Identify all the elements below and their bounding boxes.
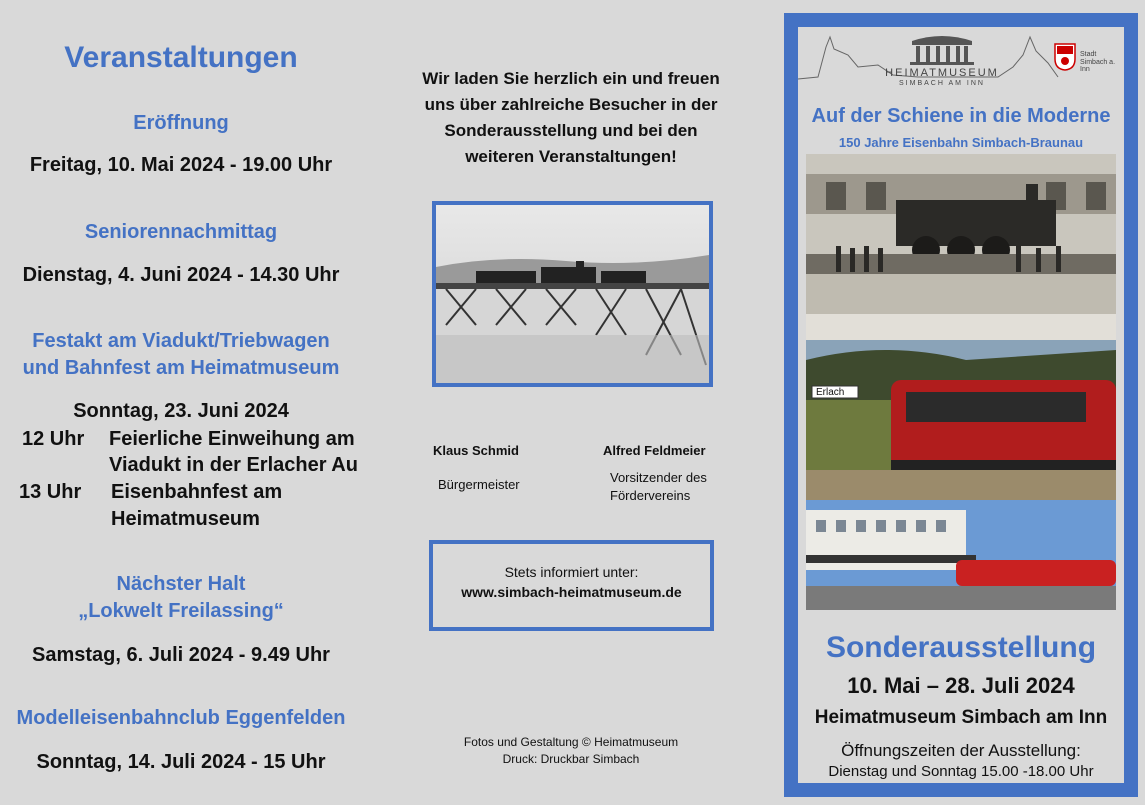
events-column — [0, 0, 365, 805]
event-date-lokwelt: Samstag, 6. Juli 2024 - 9.49 Uhr — [32, 644, 330, 666]
event-desc-13-line1: Eisenbahnfest am — [111, 481, 283, 503]
crest-text-1: Stadt — [1080, 51, 1097, 58]
event-title-lokwelt-1: Nächster Halt — [116, 573, 246, 595]
credits — [430, 734, 712, 768]
viaduct-photo-frame — [432, 201, 713, 387]
invitation-line-3: Sonderausstellung und bei den — [444, 121, 698, 140]
invitation-line-4: weiteren Veranstaltungen! — [465, 147, 677, 166]
event-date-viaduct: Sonntag, 23. Juni 2024 — [73, 400, 289, 422]
signature-role-1: Bürgermeister — [438, 477, 520, 492]
steam-locomotive-photo — [806, 154, 1116, 340]
event-title-seniors: Seniorennachmittag — [84, 221, 278, 243]
museum-building-icon — [902, 31, 982, 67]
event-date-modelclub: Sonntag, 14. Juli 2024 - 15 Uhr — [36, 751, 326, 773]
event-desc-12-line2: Viadukt in der Erlacher Au — [109, 454, 358, 476]
credit-line-2: Druck: Druckbar Simbach — [502, 752, 640, 766]
exhibition-title: Sonderausstellung — [825, 631, 1097, 664]
event-desc-13-line2: Heimatmuseum — [111, 508, 260, 530]
website-link[interactable]: www.simbach-heimatmuseum.de — [461, 584, 682, 600]
modern-station-photo — [806, 500, 1116, 610]
exhibition-venue: Heimatmuseum Simbach am Inn — [814, 707, 1108, 728]
event-desc-12-line1: Feierliche Einweihung am — [109, 428, 355, 450]
red-railbus-photo — [806, 340, 1116, 500]
info-label: Stets informiert unter: — [504, 564, 639, 580]
invitation-line-1: Wir laden Sie herzlich ein und freuen — [422, 69, 720, 88]
signature-role-2-line1: Vorsitzender des — [610, 470, 707, 485]
event-title-viaduct-1: Festakt am Viadukt/Triebwagen — [32, 330, 330, 352]
event-date-seniors: Dienstag, 4. Juni 2024 - 14.30 Uhr — [22, 264, 340, 286]
opening-hours: Dienstag und Sonntag 15.00 -18.00 Uhr — [828, 763, 1094, 780]
event-time-13: 13 Uhr — [19, 481, 82, 503]
invitation-line-2: uns über zahlreiche Besucher in der — [424, 95, 718, 114]
event-title-modelclub: Modelleisenbahnclub Eggenfelden — [16, 707, 346, 729]
info-box — [429, 540, 714, 631]
event-date-opening: Freitag, 10. Mai 2024 - 19.00 Uhr — [29, 154, 333, 176]
cover-title: Auf der Schiene in die Moderne — [811, 105, 1111, 127]
signature-name-2: Alfred Feldmeier — [603, 443, 706, 458]
event-time-12: 12 Uhr — [22, 428, 85, 450]
cover-subtitle: 150 Jahre Eisenbahn Simbach-Braunau — [838, 135, 1084, 150]
station-sign: Erlach — [816, 387, 845, 398]
town-crest-icon — [1054, 43, 1076, 71]
cover-inner — [798, 27, 1124, 783]
event-title-opening: Eröffnung — [133, 112, 229, 134]
viaduct-photo — [436, 205, 709, 383]
credit-line-1: Fotos und Gestaltung © Heimatmuseum — [463, 735, 679, 749]
museum-logo-subtext: SIMBACH AM INN — [899, 80, 985, 87]
cover-panel — [784, 13, 1138, 797]
exhibition-dates: 10. Mai – 28. Juli 2024 — [847, 673, 1075, 698]
event-title-lokwelt-2: „Lokwelt Freilassing“ — [78, 600, 284, 622]
opening-hours-label: Öffnungszeiten der Ausstellung: — [841, 741, 1081, 760]
signature-role-2-line2: Fördervereins — [610, 488, 691, 503]
events-title: Veranstaltungen — [64, 41, 298, 74]
invitation-text — [400, 66, 742, 170]
event-title-viaduct-2: und Bahnfest am Heimatmuseum — [22, 357, 340, 379]
museum-logo-text: HEIMATMUSEUM — [885, 67, 999, 79]
signature-name-1: Klaus Schmid — [433, 443, 519, 458]
crest-text-2: Simbach a. Inn — [1080, 59, 1116, 73]
